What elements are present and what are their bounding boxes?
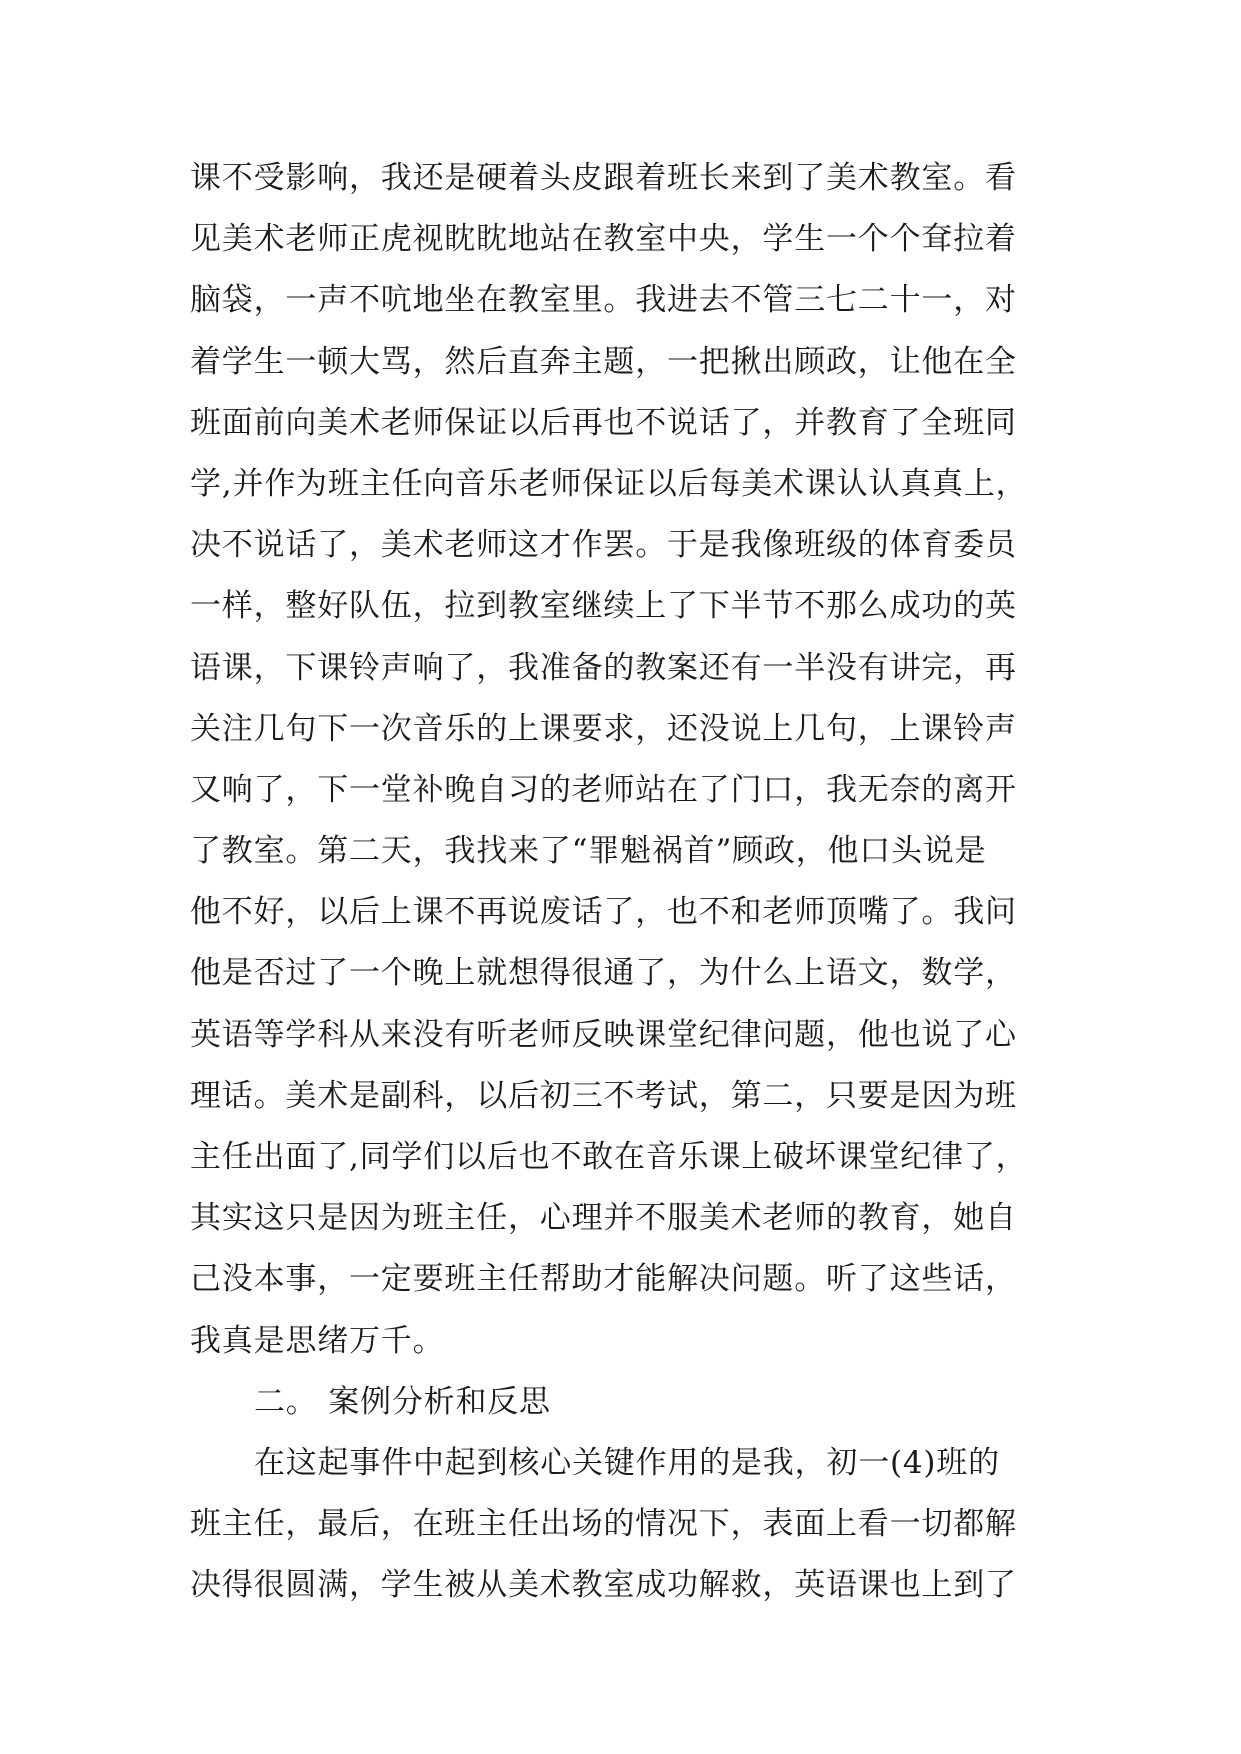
text-line: 己没本事，一定要班主任帮助才能解决问题。听了这些话， <box>190 1261 1017 1298</box>
text-line: 语课，下课铃声响了，我准备的教案还有一半没有讲完，再 <box>190 649 1017 686</box>
text-line: 见美术老师正虎视眈眈地站在教室中央，学生一个个耷拉着 <box>190 221 1017 258</box>
text-line: 了教室。第二天，我找来了“罪魁祸首”顾政，他口头说是 <box>190 833 987 870</box>
text-line: 英语等学科从来没有听老师反映课堂纪律问题，他也说了心 <box>190 1016 1017 1053</box>
section-heading: 二。 案例分析和反思 <box>254 1383 551 1420</box>
text-line: 课不受影响，我还是硬着头皮跟着班长来到了美术教室。看 <box>190 160 1017 196</box>
text-line: 又响了，下一堂补晚自习的老师站在了门口，我无奈的离开 <box>190 771 1017 808</box>
text-line: 学,并作为班主任向音乐老师保证以后每美术课认认真真上， <box>190 465 1028 502</box>
text-line: 班主任，最后，在班主任出场的情况下，表面上看一切都解 <box>190 1506 1017 1543</box>
text-line: 我真是思绪万千。 <box>190 1322 445 1359</box>
text-line: 在这起事件中起到核心关键作用的是我，初一(4)班的 <box>254 1444 1000 1481</box>
text-line: 主任出面了,同学们以后也不敢在音乐课上破坏课堂纪律了， <box>190 1139 1028 1175</box>
text-line: 其实这只是因为班主任，心理并不服美术老师的教育，她自 <box>190 1200 1017 1237</box>
text-line: 一样，整好队伍，拉到教室继续上了下半节不那么成功的英 <box>190 588 1017 625</box>
text-line: 他不好，以后上课不再说废话了，也不和老师顶嘴了。我问 <box>190 894 1017 931</box>
text-line: 决得很圆满，学生被从美术教室成功解救，英语课也上到了 <box>190 1567 1017 1604</box>
text-line: 脑袋，一声不吭地坐在教室里。我进去不管三七二十一，对 <box>190 282 1017 319</box>
text-line: 着学生一顿大骂，然后直奔主题，一把揪出顾政，让他在全 <box>190 343 1017 380</box>
text-line: 关注几句下一次音乐的上课要求，还没说上几句，上课铃声 <box>190 710 1017 747</box>
body-text <box>190 148 1070 1617</box>
text-line: 理话。美术是副科，以后初三不考试，第二，只要是因为班 <box>190 1077 1017 1114</box>
text-line: 决不说话了，美术老师这才作罢。于是我像班级的体育委员 <box>190 527 1017 564</box>
text-line: 他是否过了一个晚上就想得很通了，为什么上语文，数学， <box>190 955 1017 992</box>
text-line: 班面前向美术老师保证以后再也不说话了，并教育了全班同 <box>190 404 1017 441</box>
